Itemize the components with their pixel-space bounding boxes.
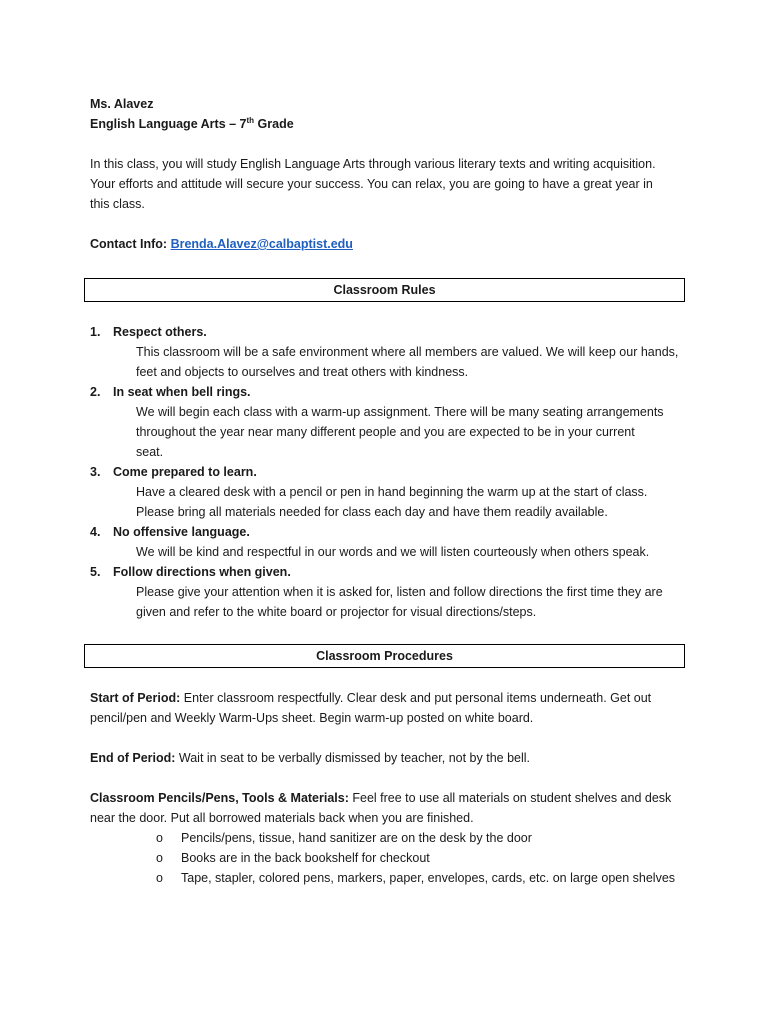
rule-description-line: seat. — [136, 445, 164, 459]
rule-description-line: We will begin each class with a warm-up assignment. There will be many seating arrangements — [136, 405, 664, 419]
list-item — [90, 848, 690, 868]
rule-description — [90, 582, 696, 622]
rule-description-line: given and refer to the white board or projector for visual directions/steps. — [136, 605, 537, 619]
rule-description — [90, 342, 696, 382]
end-of-period-text: Wait in seat to be verbally dismissed by teacher, not by the bell. — [175, 751, 530, 765]
bullet-icon: o — [156, 831, 163, 845]
materials-list — [90, 828, 690, 888]
intro-line: Your efforts and attitude will secure your success. You can relax, you are going to have a great year in — [90, 177, 653, 191]
rule-description-line: feet and objects to ourselves and treat others with kindness. — [136, 365, 469, 379]
list-item-text: Tape, stapler, colored pens, markers, paper, envelopes, cards, etc. on large open shelves — [181, 871, 676, 885]
rule-number: 5. — [90, 565, 101, 579]
document-header — [90, 94, 690, 254]
end-of-period — [90, 748, 690, 768]
rule-title: Come prepared to learn. — [113, 465, 257, 479]
intro-paragraph — [90, 154, 690, 214]
rule-description-line: throughout the year near many different people and you are expected to be in your current — [136, 425, 635, 439]
contact-info — [90, 234, 690, 254]
rule-description-line: Please give your attention when it is asked for, listen and follow directions the first time they are — [136, 585, 663, 599]
rule-number: 4. — [90, 525, 101, 539]
rule-title: No offensive language. — [113, 525, 250, 539]
rule-title: In seat when bell rings. — [113, 385, 251, 399]
list-item — [90, 828, 690, 848]
rule-description — [90, 482, 696, 522]
rules-list — [90, 322, 690, 622]
rule-description-line: This classroom will be a safe environment where all members are valued. We will keep our hands, — [136, 345, 679, 359]
materials-text: Feel free to use all materials on student shelves and desk — [348, 791, 672, 805]
rule-description-line: We will be kind and respectful in our words and we will listen courteously when others speak. — [136, 545, 650, 559]
contact-label: Contact Info: — [90, 237, 168, 251]
teacher-name: Ms. Alavez — [90, 97, 154, 111]
bullet-icon: o — [156, 871, 163, 885]
rule-number: 2. — [90, 385, 101, 399]
rule-item — [90, 462, 690, 522]
procedures-content — [90, 688, 690, 888]
list-item — [90, 868, 690, 888]
rule-item — [90, 382, 690, 462]
list-item-text: Books are in the back bookshelf for checkout — [181, 851, 430, 865]
materials-text: near the door. Put all borrowed materials back when you are finished. — [90, 811, 474, 825]
contact-email-link[interactable]: Brenda.Alavez@calbaptist.edu — [170, 237, 353, 251]
classroom-rules-heading: Classroom Rules — [84, 278, 685, 302]
classroom-procedures-heading: Classroom Procedures — [84, 644, 685, 668]
rule-item — [90, 522, 690, 562]
course-title-grade: Grade — [254, 117, 294, 131]
start-of-period-text: pencil/pen and Weekly Warm-Ups sheet. Begin warm-up posted on white board. — [90, 711, 534, 725]
rule-title: Respect others. — [113, 325, 207, 339]
start-of-period-text: Enter classroom respectfully. Clear desk and put personal items underneath. Get out — [180, 691, 652, 705]
rule-title: Follow directions when given. — [113, 565, 291, 579]
course-title — [90, 114, 690, 134]
end-of-period-label: End of Period: — [90, 751, 176, 765]
rule-description-line: Please bring all materials needed for class each day and have them readily available. — [136, 505, 608, 519]
rule-description-line: Have a cleared desk with a pencil or pen in hand beginning the warm up at the start of class. — [136, 485, 648, 499]
materials-label: Classroom Pencils/Pens, Tools & Materials: — [90, 791, 349, 805]
list-item-text: Pencils/pens, tissue, hand sanitizer are on the desk by the door — [181, 831, 532, 845]
bullet-icon: o — [156, 851, 163, 865]
start-of-period — [90, 688, 690, 728]
rule-description — [90, 402, 696, 462]
rule-number: 3. — [90, 465, 101, 479]
grade-ordinal-suffix: th — [246, 115, 255, 125]
rule-item — [90, 322, 690, 382]
rule-item — [90, 562, 690, 622]
materials-section — [90, 788, 690, 888]
intro-line: In this class, you will study English Language Arts through various literary texts and writing acquisition. — [90, 157, 656, 171]
start-of-period-label: Start of Period: — [90, 691, 181, 705]
rule-number: 1. — [90, 325, 101, 339]
rule-description — [90, 542, 696, 562]
course-title-text: English Language Arts – 7 — [90, 117, 247, 131]
intro-line: this class. — [90, 197, 145, 211]
